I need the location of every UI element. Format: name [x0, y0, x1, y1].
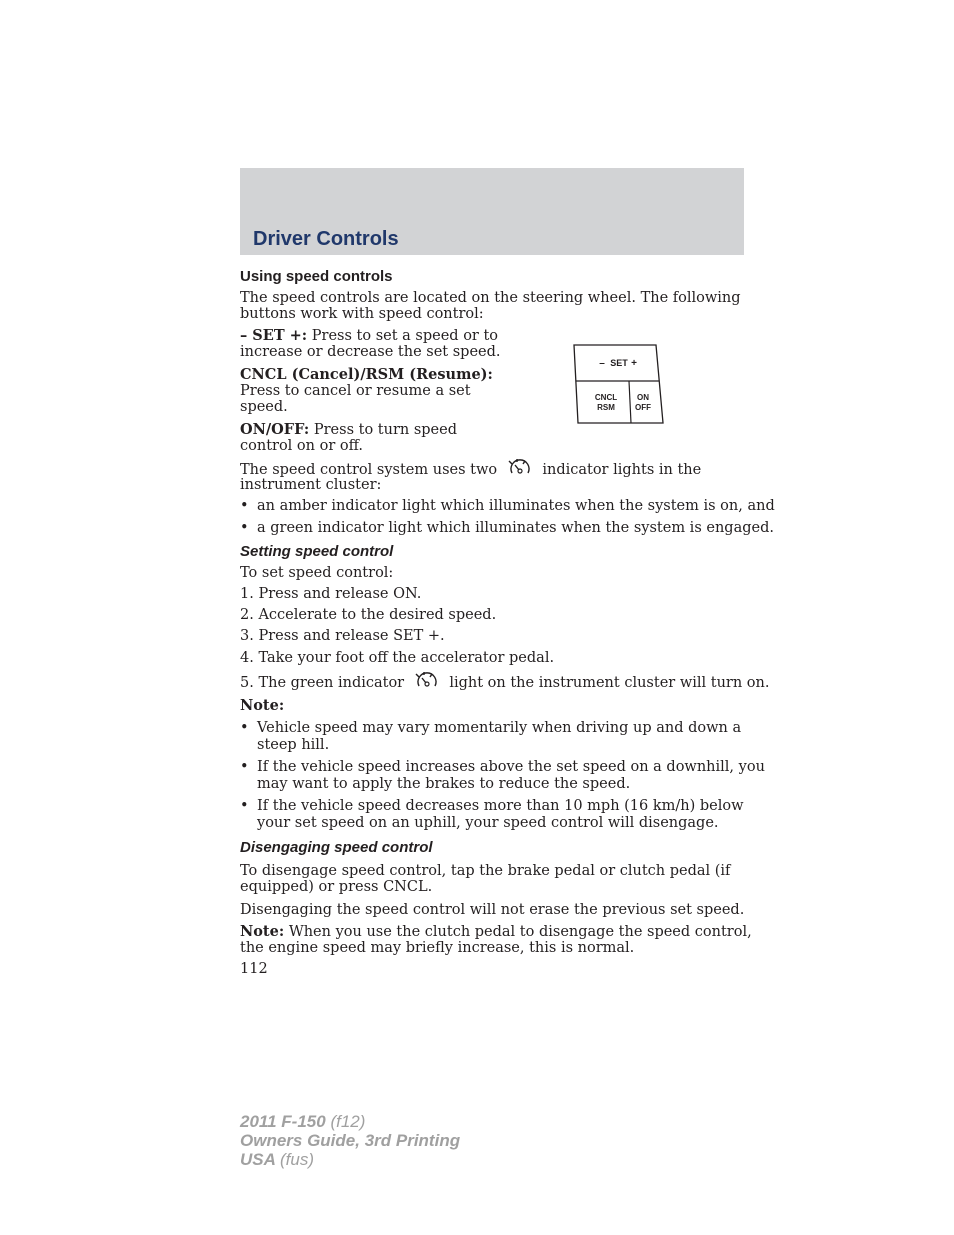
bullet-text: If the vehicle speed decreases more than 10 mph (16 km/h) below [257, 798, 744, 814]
step-3: 3. Press and release SET +. [240, 628, 445, 644]
setting-intro: To set speed control: [240, 565, 394, 581]
footer-model-code: (f12) [330, 1112, 366, 1131]
bullet-text: If the vehicle speed increases above the set speed on a downhill, you [257, 759, 765, 775]
intro-line1: The speed controls are located on the steering wheel. The following [240, 290, 741, 306]
bullet-text: Vehicle speed may vary momentarily when driving up and down a [257, 720, 742, 736]
bullet-dot: • [240, 498, 249, 514]
indicator-text-before: The speed control system uses two [240, 462, 498, 478]
onoff-text: Press to turn speed [313, 422, 457, 438]
indicator-line2: instrument cluster: [240, 477, 382, 493]
footer-guide: Owners Guide, 3rd Printing [240, 1131, 461, 1150]
indicator-text-after: indicator lights in the [542, 462, 702, 478]
bullet-dot: • [240, 798, 249, 814]
disengage-para1-line2: equipped) or press CNCL. [240, 879, 433, 895]
disengage-para2: Disengaging the speed control will not erase the previous set speed. [240, 902, 745, 918]
set-description-line2: increase or decrease the set speed. [240, 344, 501, 360]
section-heading-setting-speed-control: Setting speed control [240, 543, 394, 560]
onoff-description-line2: control on or off. [240, 438, 363, 454]
intro-line2: buttons work with speed control: [240, 306, 484, 322]
footer [240, 1112, 460, 1169]
note-label: Note: [240, 697, 285, 714]
speed-control-indicator-icon [504, 457, 534, 479]
panel-cncl-label: CNCL [594, 393, 618, 402]
bullet-dot: • [240, 759, 249, 775]
note-label: Note: [240, 923, 285, 940]
step-2: 2. Accelerate to the desired speed. [240, 607, 497, 623]
panel-plus-label: + [631, 358, 637, 369]
step-4: 4. Take your foot off the accelerator pedal. [240, 650, 555, 666]
disengage-para1-line1: To disengage speed control, tap the brake pedal or clutch pedal (if [240, 863, 731, 879]
set-label: – SET +: [240, 327, 308, 344]
footer-market-line [240, 1150, 460, 1169]
step-5 [240, 674, 769, 692]
disengage-note-line2: the engine speed may briefly increase, this is normal. [240, 940, 635, 956]
cncl-text-line1: Press to cancel or resume a set [240, 383, 471, 399]
step5-text-after: light on the instrument cluster will turn on. [449, 675, 770, 691]
bullet-text: your set speed on an uphill, your speed control will disengage. [257, 815, 719, 831]
cncl-label: CNCL (Cancel)/RSM (Resume): [240, 366, 493, 383]
onoff-description-line1 [240, 422, 457, 439]
disengage-note-line1 [240, 924, 752, 941]
footer-model-line [240, 1112, 460, 1131]
step-1: 1. Press and release ON. [240, 586, 422, 602]
speed-control-indicator-icon [411, 670, 441, 692]
panel-on-label: ON [637, 393, 649, 402]
footer-market-code: (fus) [280, 1150, 314, 1169]
page-title: Driver Controls [253, 228, 399, 250]
onoff-label: ON/OFF: [240, 421, 310, 438]
section-heading-disengaging-speed-control: Disengaging speed control [240, 839, 433, 856]
step5-text-before: 5. The green indicator [240, 675, 405, 691]
panel-rsm-label: RSM [597, 403, 615, 412]
page-number: 112 [240, 961, 268, 977]
panel-minus-label: – [599, 358, 605, 369]
bullet-dot: • [240, 520, 249, 536]
bullet-text: may want to apply the brakes to reduce the speed. [257, 776, 631, 792]
panel-set-label: SET [610, 358, 628, 368]
set-text: Press to set a speed or to [311, 328, 499, 344]
panel-off-label: OFF [635, 403, 651, 412]
bullet-dot: • [240, 720, 249, 736]
section-heading-using-speed-controls: Using speed controls [240, 268, 393, 285]
footer-market: USA [240, 1150, 276, 1169]
set-description-line1 [240, 328, 498, 345]
bullet-text: an amber indicator light which illuminates when the system is on, and [257, 498, 775, 514]
cncl-text-line2: speed. [240, 399, 288, 415]
speed-control-button-panel [572, 344, 664, 424]
footer-model: 2011 F-150 [240, 1112, 326, 1131]
bullet-text: a green indicator light which illuminates when the system is engaged. [257, 520, 774, 536]
note-text: When you use the clutch pedal to disengage the speed control, [288, 924, 752, 940]
bullet-text: steep hill. [257, 737, 330, 753]
